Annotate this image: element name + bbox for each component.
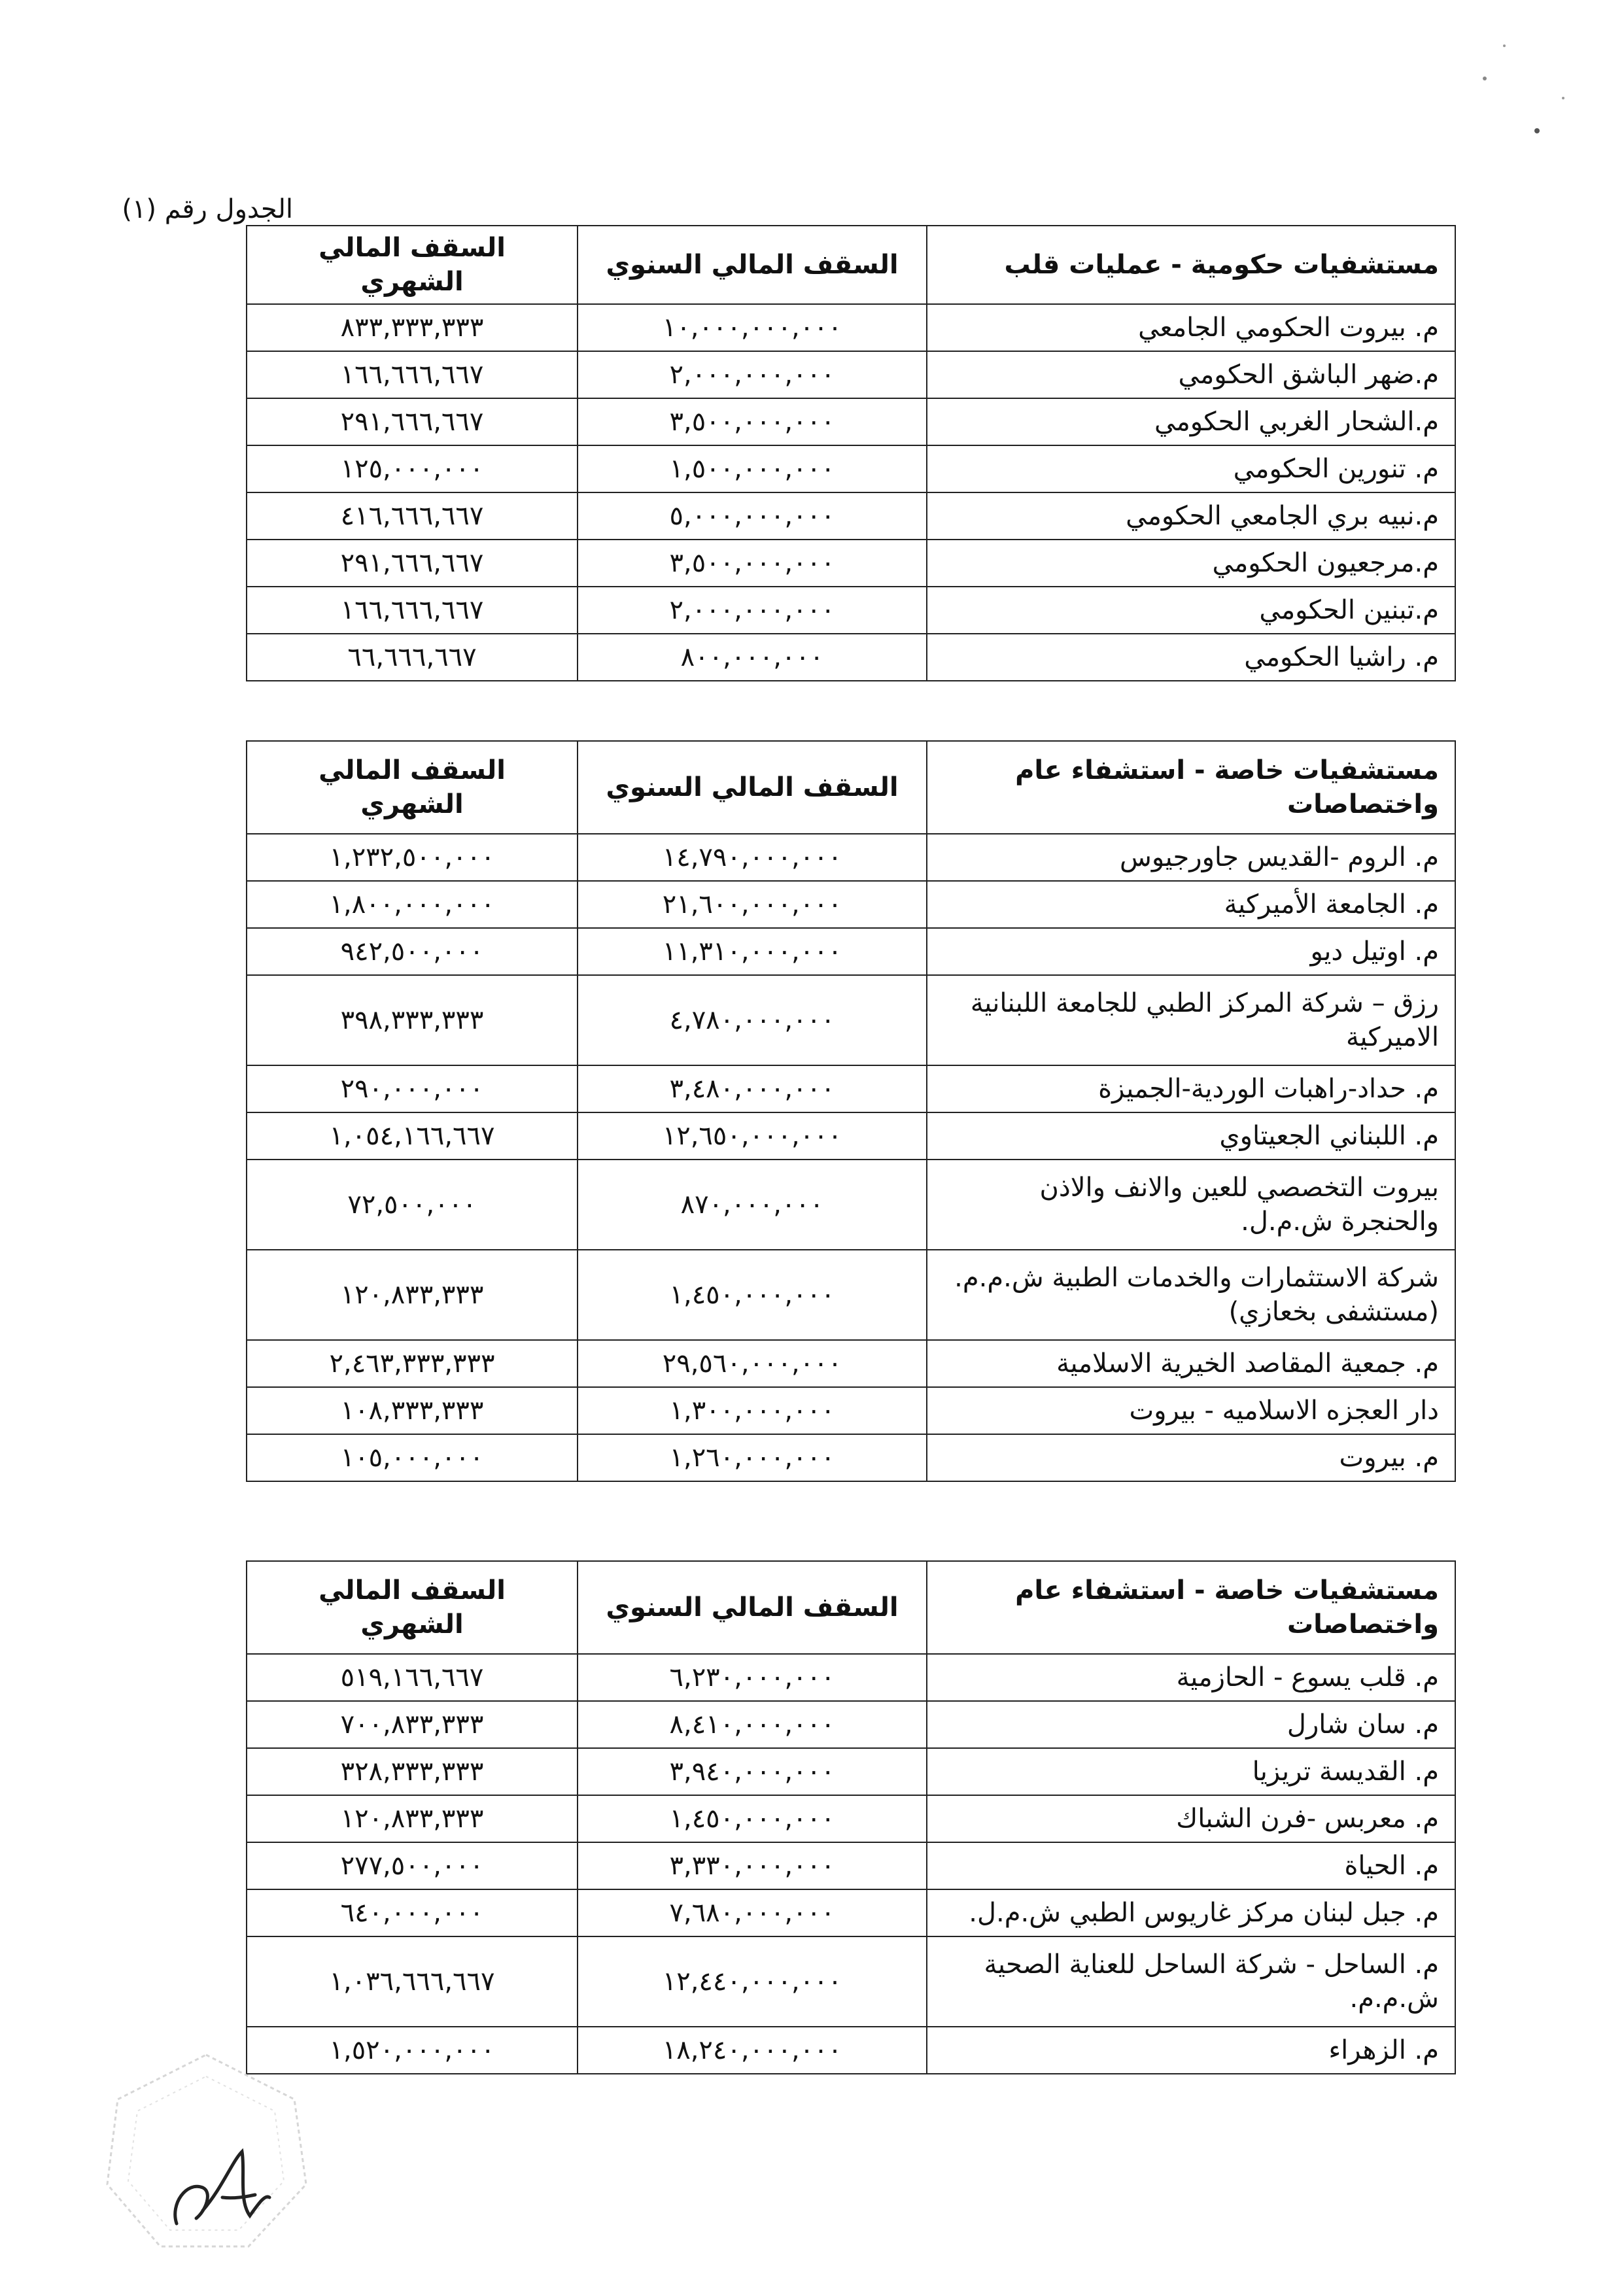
monthly-cap-cell: ٥١٩,١٦٦,٦٦٧ [247, 1654, 578, 1701]
scan-specks [1465, 26, 1596, 157]
table-row [247, 928, 1455, 975]
monthly-cap-cell: ١٢٠,٨٣٣,٣٣٣ [247, 1795, 578, 1842]
hospital-name-cell: م.تبنين الحكومي [927, 587, 1455, 634]
header-hospital: مستشفيات خاصة - استشفاء عام واختصاصات [927, 1561, 1455, 1654]
header-hospital: مستشفيات خاصة - استشفاء عام واختصاصات [927, 741, 1455, 834]
annual-cap-cell: ٢٩,٥٦٠,٠٠٠,٠٠٠ [578, 1340, 927, 1387]
monthly-cap-cell: ٣٩٨,٣٣٣,٣٣٣ [247, 975, 578, 1065]
annual-cap-cell: ٥,٠٠٠,٠٠٠,٠٠٠ [578, 492, 927, 540]
hospital-name-cell: م.الشحار الغربي الحكومي [927, 398, 1455, 445]
table-row [247, 1654, 1455, 1701]
hospital-name-cell: م. قلب يسوع - الحازمية [927, 1654, 1455, 1701]
annual-cap-cell: ١٠,٠٠٠,٠٠٠,٠٠٠ [578, 304, 927, 351]
hospital-name-cell: م. سان شارل [927, 1701, 1455, 1748]
header-hospital: مستشفيات حكومية - عمليات قلب [927, 226, 1455, 304]
hospital-name-cell: م. اوتيل ديو [927, 928, 1455, 975]
monthly-cap-cell: ١٠٥,٠٠٠,٠٠٠ [247, 1434, 578, 1481]
hospital-name-cell: م. معربس -فرن الشباك [927, 1795, 1455, 1842]
table-row [247, 1250, 1455, 1340]
table-row [247, 445, 1455, 492]
table-row [247, 1842, 1455, 1889]
hospital-name-cell: م. اللبناني الجعيتاوي [927, 1112, 1455, 1160]
annual-cap-cell: ١,٤٥٠,٠٠٠,٠٠٠ [578, 1795, 927, 1842]
hospital-name-cell: م. الجامعة الأميركية [927, 881, 1455, 928]
annual-cap-cell: ١,٣٠٠,٠٠٠,٠٠٠ [578, 1387, 927, 1434]
hospital-name-cell: م. القديسة تريزيا [927, 1748, 1455, 1795]
monthly-cap-cell: ٦٤٠,٠٠٠,٠٠٠ [247, 1889, 578, 1936]
table-private-hospitals-2 [246, 1560, 1456, 2074]
hospital-name-cell: دار العجزه الاسلاميه - بيروت [927, 1387, 1455, 1434]
annual-cap-cell: ٧,٦٨٠,٠٠٠,٠٠٠ [578, 1889, 927, 1936]
table-row [247, 2027, 1455, 2074]
table-row [247, 1748, 1455, 1795]
annual-cap-cell: ٨٠٠,٠٠٠,٠٠٠ [578, 634, 927, 681]
table-row [247, 351, 1455, 398]
monthly-cap-cell: ٣٢٨,٣٣٣,٣٣٣ [247, 1748, 578, 1795]
monthly-cap-cell: ٧٢,٥٠٠,٠٠٠ [247, 1160, 578, 1250]
table-row [247, 834, 1455, 881]
monthly-cap-cell: ١٦٦,٦٦٦,٦٦٧ [247, 351, 578, 398]
monthly-cap-cell: ٩٤٢,٥٠٠,٠٠٠ [247, 928, 578, 975]
hospital-name-cell: م. جبل لبنان مركز غاريوس الطبي ش.م.ل. [927, 1889, 1455, 1936]
annual-cap-cell: ١٢,٤٤٠,٠٠٠,٠٠٠ [578, 1936, 927, 2027]
annual-cap-cell: ٤,٧٨٠,٠٠٠,٠٠٠ [578, 975, 927, 1065]
annual-cap-cell: ٣,٥٠٠,٠٠٠,٠٠٠ [578, 398, 927, 445]
annual-cap-cell: ٦,٢٣٠,٠٠٠,٠٠٠ [578, 1654, 927, 1701]
monthly-cap-cell: ٢٩١,٦٦٦,٦٦٧ [247, 398, 578, 445]
table-row [247, 975, 1455, 1065]
table-row [247, 1889, 1455, 1936]
monthly-cap-cell: ١,٨٠٠,٠٠٠,٠٠٠ [247, 881, 578, 928]
table-row [247, 881, 1455, 928]
table-government-hospitals-cardiac [246, 225, 1456, 681]
hospital-name-cell: م. الساحل - شركة الساحل للعناية الصحية ش.م.م. [927, 1936, 1455, 2027]
hospital-name-cell: م.مرجعيون الحكومي [927, 540, 1455, 587]
monthly-cap-cell: ٢,٤٦٣,٣٣٣,٣٣٣ [247, 1340, 578, 1387]
hospital-name-cell: م. راشيا الحكومي [927, 634, 1455, 681]
table-row [247, 304, 1455, 351]
table-caption: الجدول رقم (١) [122, 194, 293, 224]
annual-cap-cell: ١١,٣١٠,٠٠٠,٠٠٠ [578, 928, 927, 975]
hospital-name-cell: م. بيروت [927, 1434, 1455, 1481]
annual-cap-cell: ١٢,٦٥٠,٠٠٠,٠٠٠ [578, 1112, 927, 1160]
monthly-cap-cell: ٢٩٠,٠٠٠,٠٠٠ [247, 1065, 578, 1112]
hospital-name-cell: م. جمعية المقاصد الخيرية الاسلامية [927, 1340, 1455, 1387]
hospital-name-cell: م. الزهراء [927, 2027, 1455, 2074]
hospital-name-cell: م. تنورين الحكومي [927, 445, 1455, 492]
annual-cap-cell: ٣,٩٤٠,٠٠٠,٠٠٠ [578, 1748, 927, 1795]
monthly-cap-cell: ٢٩١,٦٦٦,٦٦٧ [247, 540, 578, 587]
table-row [247, 587, 1455, 634]
monthly-cap-cell: ١,٢٣٢,٥٠٠,٠٠٠ [247, 834, 578, 881]
table-row [247, 1387, 1455, 1434]
table-row [247, 492, 1455, 540]
header-monthly-cap: السقف المالي الشهري [247, 1561, 578, 1654]
table-row [247, 1795, 1455, 1842]
hospital-name-cell: م.ضهر الباشق الحكومي [927, 351, 1455, 398]
table-row [247, 1701, 1455, 1748]
monthly-cap-cell: ٤١٦,٦٦٦,٦٦٧ [247, 492, 578, 540]
table-row [247, 540, 1455, 587]
annual-cap-cell: ٨٧٠,٠٠٠,٠٠٠ [578, 1160, 927, 1250]
hospital-name-cell: م.نبيه بري الجامعي الحكومي [927, 492, 1455, 540]
monthly-cap-cell: ١٢٠,٨٣٣,٣٣٣ [247, 1250, 578, 1340]
monthly-cap-cell: ١,٥٢٠,٠٠٠,٠٠٠ [247, 2027, 578, 2074]
table-row [247, 1340, 1455, 1387]
annual-cap-cell: ١٨,٢٤٠,٠٠٠,٠٠٠ [578, 2027, 927, 2074]
monthly-cap-cell: ٢٧٧,٥٠٠,٠٠٠ [247, 1842, 578, 1889]
table-row [247, 1160, 1455, 1250]
monthly-cap-cell: ١٠٨,٣٣٣,٣٣٣ [247, 1387, 578, 1434]
hospital-name-cell: شركة الاستثمارات والخدمات الطبية ش.م.م. (مستشفى بخعازي) [927, 1250, 1455, 1340]
header-annual-cap: السقف المالي السنوي [578, 226, 927, 304]
table-row [247, 1936, 1455, 2027]
table-row [247, 1434, 1455, 1481]
monthly-cap-cell: ١٢٥,٠٠٠,٠٠٠ [247, 445, 578, 492]
table-private-hospitals-1 [246, 740, 1456, 1482]
monthly-cap-cell: ٨٣٣,٣٣٣,٣٣٣ [247, 304, 578, 351]
monthly-cap-cell: ٧٠٠,٨٣٣,٣٣٣ [247, 1701, 578, 1748]
header-annual-cap: السقف المالي السنوي [578, 1561, 927, 1654]
hospital-name-cell: رزق – شركة المركز الطبي للجامعة اللبنانية الاميركية [927, 975, 1455, 1065]
table-row [247, 398, 1455, 445]
hospital-name-cell: م. بيروت الحكومي الجامعي [927, 304, 1455, 351]
header-monthly-cap: السقف المالي الشهري [247, 226, 578, 304]
annual-cap-cell: ٢١,٦٠٠,٠٠٠,٠٠٠ [578, 881, 927, 928]
monthly-cap-cell: ٦٦,٦٦٦,٦٦٧ [247, 634, 578, 681]
annual-cap-cell: ١٤,٧٩٠,٠٠٠,٠٠٠ [578, 834, 927, 881]
annual-cap-cell: ٨,٤١٠,٠٠٠,٠٠٠ [578, 1701, 927, 1748]
monthly-cap-cell: ١,٠٥٤,١٦٦,٦٦٧ [247, 1112, 578, 1160]
hospital-name-cell: م. حداد-راهبات الوردية-الجميزة [927, 1065, 1455, 1112]
table-row [247, 1112, 1455, 1160]
annual-cap-cell: ٢,٠٠٠,٠٠٠,٠٠٠ [578, 587, 927, 634]
annual-cap-cell: ١,٢٦٠,٠٠٠,٠٠٠ [578, 1434, 927, 1481]
annual-cap-cell: ١,٥٠٠,٠٠٠,٠٠٠ [578, 445, 927, 492]
official-stamp-and-signature [98, 2047, 314, 2256]
hospital-name-cell: م. الحياة [927, 1842, 1455, 1889]
hospital-name-cell: م. الروم -القديس جاورجيوس [927, 834, 1455, 881]
annual-cap-cell: ٣,٣٣٠,٠٠٠,٠٠٠ [578, 1842, 927, 1889]
annual-cap-cell: ٣,٥٠٠,٠٠٠,٠٠٠ [578, 540, 927, 587]
annual-cap-cell: ٢,٠٠٠,٠٠٠,٠٠٠ [578, 351, 927, 398]
annual-cap-cell: ٣,٤٨٠,٠٠٠,٠٠٠ [578, 1065, 927, 1112]
hospital-name-cell: بيروت التخصصي للعين والانف والاذن والحنجرة ش.م.ل. [927, 1160, 1455, 1250]
monthly-cap-cell: ١٦٦,٦٦٦,٦٦٧ [247, 587, 578, 634]
header-monthly-cap: السقف المالي الشهري [247, 741, 578, 834]
annual-cap-cell: ١,٤٥٠,٠٠٠,٠٠٠ [578, 1250, 927, 1340]
monthly-cap-cell: ١,٠٣٦,٦٦٦,٦٦٧ [247, 1936, 578, 2027]
table-row [247, 1065, 1455, 1112]
table-row [247, 634, 1455, 681]
header-annual-cap: السقف المالي السنوي [578, 741, 927, 834]
